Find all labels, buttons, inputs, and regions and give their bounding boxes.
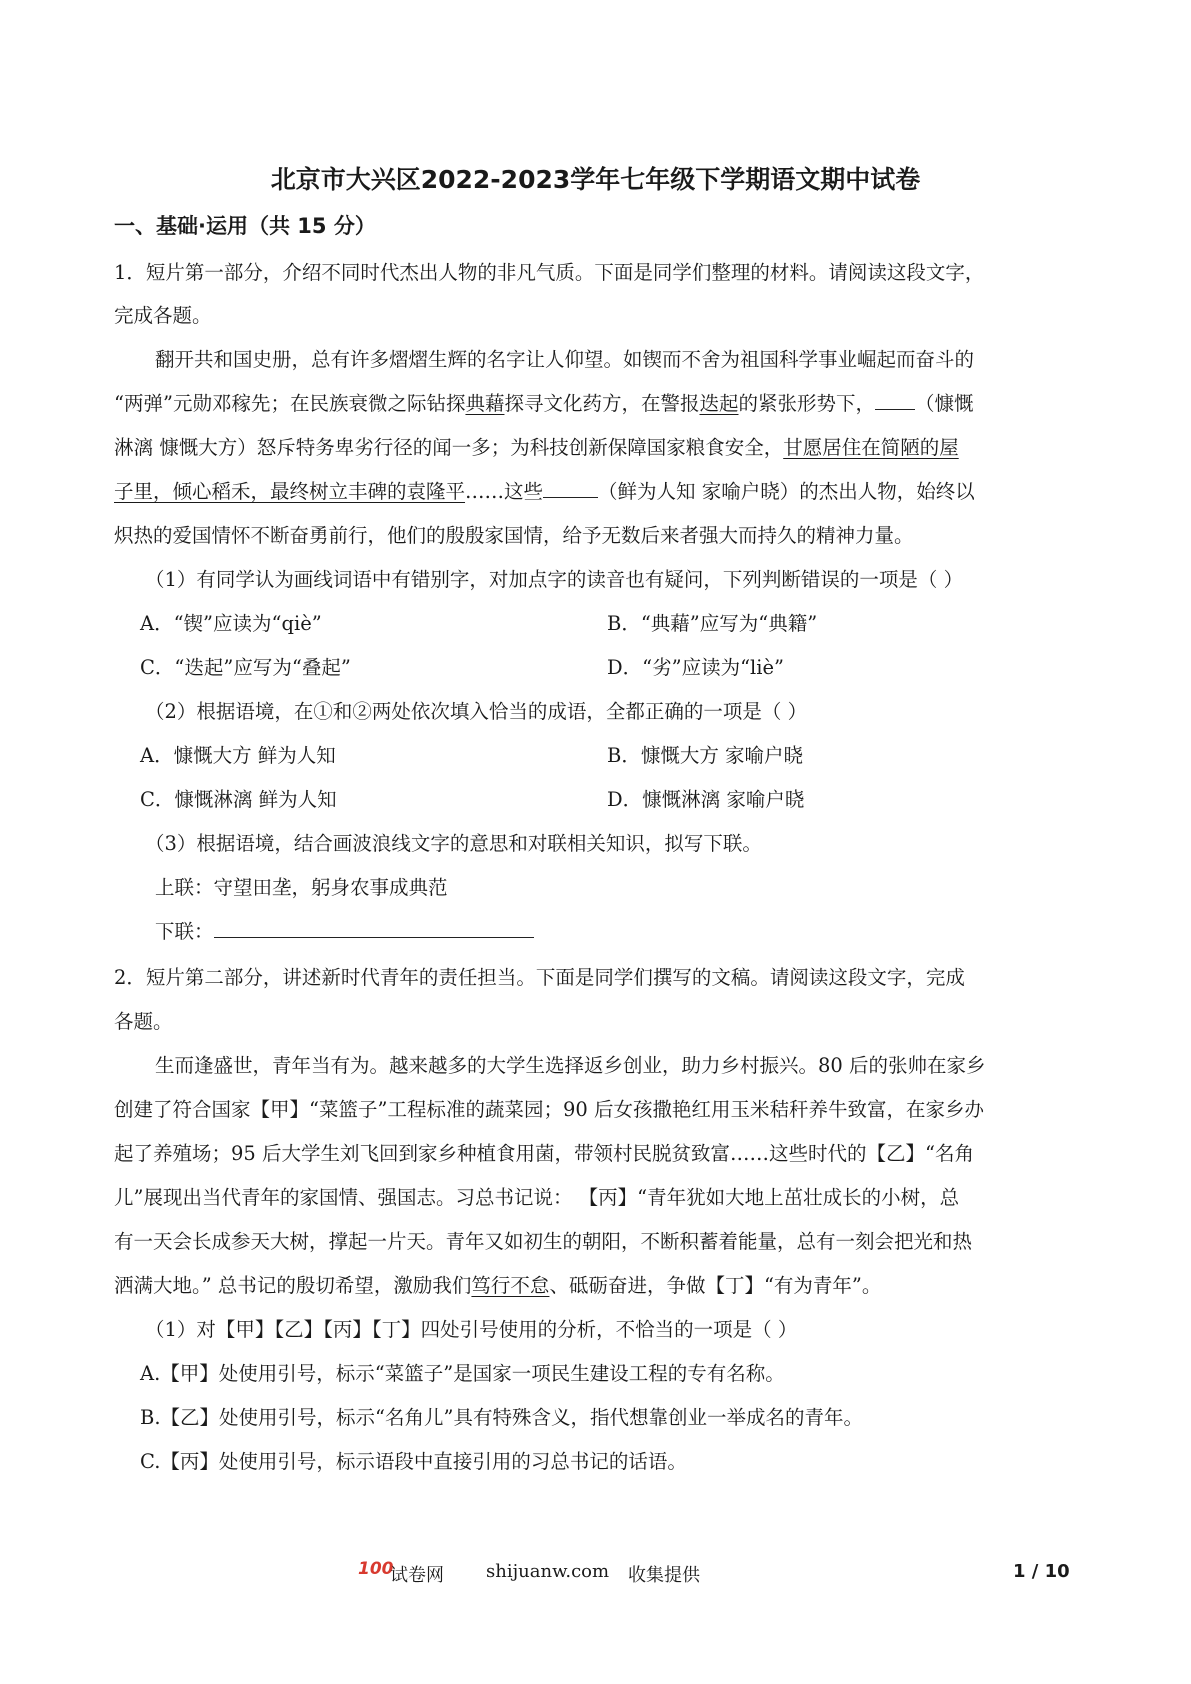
footer-domain: shijuanw.com bbox=[486, 1561, 610, 1582]
q1-sub2-option-b: B．慷慨大方 家喻户晓 bbox=[607, 744, 804, 767]
answer-blank bbox=[214, 936, 534, 938]
underlined-word: 笃行不怠 bbox=[471, 1274, 550, 1297]
q1-sub3: （3）根据语境，结合画波浪线文字的意思和对联相关知识，拟写下联。 bbox=[145, 832, 762, 855]
q1-stem-cont: 完成各题。 bbox=[114, 304, 212, 327]
q1-passage-line: 炽热的爱国情怀不断奋勇前行，他们的殷殷家国情，给予无数后来者强大而持久的精神力量。 bbox=[114, 524, 914, 547]
q2-sub1: （1）对【甲】【乙】【丙】【丁】四处引号使用的分析，不恰当的一项是（ ） bbox=[145, 1318, 798, 1341]
q2-passage-line: 生而逢盛世，青年当有为。越来越多的大学生选择返乡创业，助力乡村振兴。80 后的张帅在家乡 bbox=[155, 1054, 986, 1077]
wavy-underlined-text: 子里，倾心稻禾，最终树立丰碑的袁隆平 bbox=[114, 480, 466, 503]
blank-1 bbox=[875, 408, 915, 410]
passage-text: 探寻文化药方，在警报 bbox=[504, 392, 700, 415]
underlined-word: 迭起 bbox=[699, 392, 739, 415]
couplet-upper: 上联：守望田垄，躬身农事成典范 bbox=[155, 876, 448, 899]
q1-sub2-option-c: C．慷慨淋漓 鲜为人知 bbox=[140, 788, 337, 811]
passage-text: “两弹”元勋邓稼先；在民族衰微之际钻探 bbox=[114, 392, 466, 415]
q1-sub1: （1）有同学认为画线词语中有错别字，对加点字的读音也有疑问，下列判断错误的一项是（ ） bbox=[145, 568, 964, 591]
site-logo-icon: 100 bbox=[358, 1559, 394, 1579]
q2-passage-line: 创建了符合国家【甲】“菜篮子”工程标准的蔬菜园；90 后女孩撒艳红用玉米秸秆养牛致富，在家乡办 bbox=[114, 1098, 984, 1121]
q1-passage-line: 翻开共和国史册，总有许多熠熠生辉的名字让人仰望。如锲而不舍为祖国科学事业崛起而奋斗的 bbox=[155, 348, 975, 371]
q2-stem-cont: 各题。 bbox=[114, 1010, 173, 1033]
q1-sub1-option-b: B．“典藉”应写为“典籍” bbox=[607, 612, 818, 635]
blank-2 bbox=[543, 496, 598, 498]
passage-text: （慷慨 bbox=[915, 392, 974, 415]
underlined-word: 典藉 bbox=[465, 392, 505, 415]
q1-sub1-option-c: C．“迭起”应写为“叠起” bbox=[140, 656, 351, 679]
q1-sub1-option-d: D．“劣”应读为“liè” bbox=[607, 656, 785, 679]
q2-passage-line: 有一天会长成参天大树，撑起一片天。青年又如初生的朝阳，不断积蓄着能量，总有一刻会把光和热 bbox=[114, 1230, 973, 1253]
q2-option-c: C.【丙】处使用引号，标示语段中直接引用的习总书记的话语。 bbox=[140, 1450, 687, 1473]
footer-site-name: 试卷网 bbox=[390, 1565, 444, 1586]
wavy-underlined-text: 甘愿居住在简陋的屋 bbox=[783, 436, 959, 459]
page-title: 北京市大兴区2022-2023学年七年级下学期语文期中试卷 bbox=[270, 165, 921, 194]
page-number: 1 / 10 bbox=[1013, 1561, 1070, 1582]
passage-text: 洒满大地。” 总书记的殷切希望，激励我们 bbox=[114, 1274, 472, 1297]
passage-text: 的紧张形势下， bbox=[738, 392, 876, 415]
passage-text: （鲜为人知 家喻户晓）的杰出人物，始终以 bbox=[598, 480, 975, 503]
passage-text: 、砥砺奋进，争做【丁】“有为青年”。 bbox=[549, 1274, 882, 1297]
q2-passage-line: 起了养殖场；95 后大学生刘飞回到家乡种植食用菌，带领村民脱贫致富……这些时代的【乙】“名角 bbox=[114, 1142, 974, 1165]
section-heading: 一、基础·运用（共 15 分） bbox=[114, 214, 376, 238]
passage-text: ……这些 bbox=[465, 480, 544, 503]
q1-sub2-option-d: D．慷慨淋漓 家喻户晓 bbox=[607, 788, 805, 811]
q2-stem: 2．短片第二部分，讲述新时代青年的责任担当。下面是同学们撰写的文稿。请阅读这段文字，完成 bbox=[114, 966, 965, 989]
q1-sub1-option-a: A．“锲”应读为“qiè” bbox=[140, 612, 322, 635]
q1-stem: 1．短片第一部分，介绍不同时代杰出人物的非凡气质。下面是同学们整理的材料。请阅读这段文字， bbox=[114, 261, 985, 284]
q2-option-b: B.【乙】处使用引号，标示“名角儿”具有特殊含义，指代想靠创业一举成名的青年。 bbox=[140, 1406, 863, 1429]
passage-text: 淋漓 慷慨大方）怒斥特务卑劣行径的闻一多；为科技创新保障国家粮食安全， bbox=[114, 436, 784, 459]
footer-provider: 收集提供 bbox=[628, 1565, 700, 1586]
q1-passage-line bbox=[114, 432, 959, 460]
q2-option-a: A.【甲】处使用引号，标示“菜篮子”是国家一项民生建设工程的专有名称。 bbox=[140, 1362, 785, 1385]
q1-sub2-option-a: A．慷慨大方 鲜为人知 bbox=[140, 744, 336, 767]
couplet-lower-label: 下联： bbox=[155, 920, 214, 943]
couplet-lower bbox=[155, 916, 534, 944]
q2-passage-line bbox=[114, 1270, 881, 1298]
q2-passage-line: 儿”展现出当代青年的家国情、强国志。习总书记说： 【丙】“青年犹如大地上茁壮成长的小树，总 bbox=[114, 1186, 960, 1209]
q1-passage-line bbox=[114, 476, 975, 504]
q1-sub2: （2）根据语境，在①和②两处依次填入恰当的成语，全都正确的一项是（ ） bbox=[145, 700, 808, 723]
q1-passage-line bbox=[114, 388, 974, 416]
